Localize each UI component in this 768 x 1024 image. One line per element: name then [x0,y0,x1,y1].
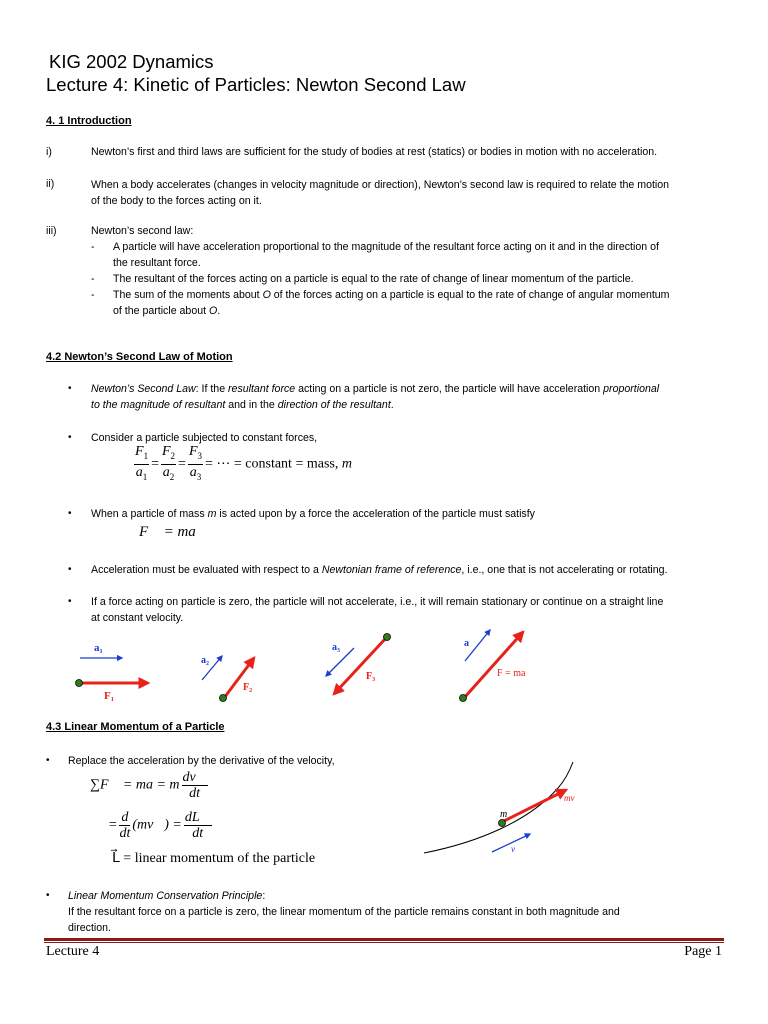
dash-marker: - [91,289,95,301]
bullet-marker: • [68,508,72,519]
text-span: Newtonian frame of reference [321,564,462,576]
text-span: m [207,508,217,520]
bullet-text: Consider a particle subjected to constant forces, [91,432,318,444]
math-numerator: d [121,810,129,825]
math-text: = ⋯ = constant = mass, [205,456,342,472]
bullet-text [91,506,535,522]
momentum-heading: 4.3 Linear Momentum of a Particle [46,721,225,733]
text-line [113,303,728,319]
acceleration-arrow [326,648,354,676]
text-span: The sum of the moments about [113,289,263,301]
intro-item-number: ii) [46,178,55,190]
lecture-title: Lecture 4: Kinetic of Particles: Newton Second Law [46,74,466,95]
math-operator: = [108,817,118,833]
text-line [91,397,731,413]
fraction [134,444,149,485]
dash-item [113,239,728,271]
bullet-marker: • [68,596,72,607]
label-f-ma: F = ma [497,668,526,679]
label-v: v [511,844,515,854]
fraction [184,810,212,841]
intro-heading: 4. 1 Introduction [46,115,132,127]
dash-marker: - [91,241,95,253]
math-symbol: F [188,444,198,459]
math-text: (mv⃗) = [132,817,182,833]
text-span: is acted upon by a force the acceleration of the particle must satisfy [216,508,535,520]
text-span: . [390,399,394,411]
text-line [68,888,733,904]
footer-right: Page 1 [684,944,722,959]
footer-rule [44,938,724,941]
particle-dot [220,695,227,702]
bullet-text: Replace the acceleration by the derivative of the velocity, [68,755,335,767]
intro-item-text: Newton’s second law: [91,225,194,237]
bullet-marker: • [68,564,72,575]
math-operator: = [151,456,159,472]
text-line: If the resultant force on a particle is zero, the linear momentum of the particle remains constant in both magnitude and [68,906,620,918]
text-span: O [262,289,271,301]
text-span: . [217,305,221,317]
bullet-marker: • [68,383,72,394]
text-line: When a body accelerates (changes in velocity magnitude or direction), Newton’s second law is required to relate the motion [91,179,670,191]
text-span: of the forces acting on a particle is equal to the rate of change of angular momentum [270,289,670,301]
text-span: of the particle about [113,305,209,317]
math-operator: = [178,456,186,472]
math-text: ∑F⃗ = ma = m [90,777,180,793]
footer-rule-thin [44,942,724,943]
text-line: direction. [68,922,111,934]
text-span: When a particle of mass [91,508,208,520]
text-span: Linear Momentum Conservation Principle [68,890,263,902]
dash-item [113,287,728,319]
momentum-figure [420,760,600,860]
math-subscript: 1 [143,450,149,461]
text-span: direction of the resultant [277,399,391,411]
bullet-text [68,888,733,936]
text-span: to the magnitude of resultant [91,399,226,411]
text-line: If a force acting on particle is zero, the particle will not accelerate, i.e., it will remain stationary or continue on a straight line [91,596,664,608]
force-arrow [464,632,523,698]
math-symbol: a [189,464,197,480]
equation-sum-force [90,770,210,801]
text-span: and in the [225,399,278,411]
intro-item-text: Newton’s first and third laws are sufficient for the study of bodies at rest (statics) or bodies in motion with no acceleration. [91,146,658,158]
math-subscript: 1 [142,471,148,482]
equation-f-ma: F⃗ = ma⃗ [139,524,208,540]
intro-item-number: i) [46,146,52,158]
math-numerator: dv⃗ [182,770,207,785]
text-span: O [209,305,218,317]
text-line [91,381,731,397]
force-arrow [334,638,386,694]
math-symbol: a [135,464,143,480]
label-m: m [500,809,508,820]
label-a1: a₁ [94,642,103,654]
particle-dot [76,680,83,687]
label-a2: a₂ [201,655,209,666]
math-subscript: 3 [197,450,202,461]
bullet-marker: • [46,755,50,766]
text-span: acting on a particle is not zero, the particle will have acceleration [295,383,604,395]
text-span: resultant force [228,383,296,395]
fraction [161,444,176,485]
math-denominator: dt [119,826,131,841]
text-line: the resultant force. [113,257,201,269]
trajectory-curve [424,762,573,853]
text-line: at constant velocity. [91,612,184,624]
math-subscript: 2 [170,450,176,461]
bullet-marker: • [68,432,72,443]
equation-linear-momentum: L⃗ = linear momentum of the particle [112,851,316,866]
bullet-text [91,562,731,578]
label-f2: F₂ [243,682,253,693]
label-a3: a₃ [332,642,340,653]
label-f1: F₁ [104,690,115,702]
math-denominator: dt [192,826,204,841]
equation-momentum-derivative [108,810,214,841]
dash-marker: - [91,273,95,285]
intro-item-text [91,177,731,209]
text-span: : [262,890,266,902]
intro-item-number: iii) [46,225,57,237]
math-subscript: 2 [169,471,175,482]
label-mv: mv [564,793,575,803]
force-acceleration-figures [60,628,740,713]
dash-item: The resultant of the forces acting on a particle is equal to the rate of change of linear momentum of the particle. [113,273,634,285]
footer-left: Lecture 4 [46,944,100,959]
bullet-marker: • [46,890,50,901]
math-symbol: F [161,444,171,459]
math-symbol: m [341,456,352,472]
math-denominator: dt [189,786,201,801]
motion-heading: 4.2 Newton’s Second Law of Motion [46,351,233,363]
text-span: Newton’s Second Law [91,383,196,395]
fraction [188,444,203,485]
fraction [182,770,208,801]
label-a: a [464,638,469,649]
particle-dot [384,634,391,641]
equation-ratio [132,444,352,485]
text-span: Acceleration must be evaluated with respect to a [91,564,322,576]
bullet-text [91,594,731,626]
text-span: proportional [603,383,660,395]
particle-dot [499,820,506,827]
bullet-text [91,381,731,413]
label-f3: F₃ [366,671,376,682]
text-span: , i.e., one that is not accelerating or rotating. [461,564,668,576]
text-line: A particle will have acceleration proportional to the magnitude of the resultant force acting on it and in the direction of [113,241,659,253]
text-span: : If the [195,383,229,395]
momentum-arrow [502,790,566,822]
fraction [119,810,130,841]
math-symbol: F [135,444,144,459]
course-title: KIG 2002 Dynamics [49,51,214,72]
text-line [113,287,728,303]
particle-dot [460,695,467,702]
text-line: of the body to the forces acting on it. [91,195,262,207]
math-symbol: a [162,464,170,480]
math-numerator: dL⃗ [184,810,211,825]
math-subscript: 3 [196,471,202,482]
